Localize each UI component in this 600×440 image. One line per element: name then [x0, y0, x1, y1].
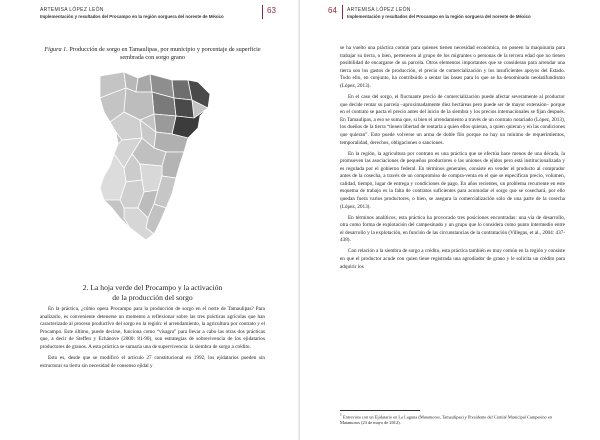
map-municipality-soto-la-marina	[162, 152, 184, 178]
right-running-header	[347, 7, 531, 19]
right-page-number: 64	[328, 6, 337, 15]
section-title-line2: de la producción del sorgo	[112, 292, 193, 302]
footnote-text: Entrevista con un Ejidatario en La Laguna (Matamoros, Tamaulipas) y Presidente del Comité Municipal Campesino en Matamoros (23 de mayo de 2012).	[340, 414, 552, 426]
left-header-author: ARTEMISA LÓPEZ LEÓN	[40, 7, 104, 13]
right-header-title: Implementación y resultados del Procampo en la región sorguera del noreste de México	[347, 14, 531, 19]
right-header-author: ARTEMISA LÓPEZ LEÓN	[347, 7, 411, 13]
section-title	[40, 283, 265, 302]
footnote	[340, 413, 565, 426]
tamaulipas-map-figure	[80, 68, 220, 243]
left-paragraph: Esto es, desde que se modificó el artículo 27 constitucional en 1992, los ejidatarios pueden sin estructurar su tierra sin necesidad de consenso ejidal y	[40, 354, 265, 369]
right-paragraph: Con relación a la siembra de sorgo a crédito, esta práctica también es muy común en la región y consiste en que el productor acude con quien tiene registrada una agrodiador de grano y le solicita un crédito para adquirir los	[340, 248, 565, 270]
left-running-header	[40, 7, 224, 19]
left-header-title: Implementación y resultados del Procampo en la región sorguera del noreste de México	[40, 14, 224, 19]
right-page-number-bar	[342, 5, 343, 19]
figure-caption	[40, 46, 265, 62]
left-page-number-bar	[262, 5, 263, 19]
section-title-line1: 2. La hoja verde del Procampo y la activación	[82, 283, 223, 292]
right-paragraph: En términos analíticos, esta práctica ha provocado tres posiciones encontradas: una vía de desarrollo, otra como forma de explotación del campesinado y un grupo que lo considera como punto intermedio entre el desarrollo y la explotación, en función de las circunstancias de la contratación (Villegas, et al., 2004: 437-438).	[340, 214, 565, 244]
figure-caption-label: Figura 1.	[44, 46, 68, 53]
footnote-rule	[340, 410, 420, 411]
left-page-number: 63	[267, 6, 276, 15]
figure-caption-text: Producción de sorgo en Tamaulipas, por municipio y porcentaje de superficie sembrada con sorgo grano	[69, 46, 261, 61]
left-paragraph: En la práctica, ¿cómo opera Procampo para la producción de sorgo en el norte de Tamaulipas? Para analizarlo, es conveniente detenerse un momento a reflexionar sobre las tres prácticas agrícolas que han caracterizado al proceso productivo del sorgo en la región: el arrendamiento, la agricultura por contrato y el Procampo. Este último, puede decirse, funciona como “visagra” para llevar a cabo las otras dos prácticas que, a decir de Steffen y Echánove (2000: 81-90), son estrategias de sobrevivencia de los ejidatarios productores de granos. A esta práctica se sumaría una de supervivencia: la siembra de sorgo a crédito.	[40, 306, 265, 350]
map-municipality-cruillas	[154, 114, 176, 134]
right-paragraph: En el caso del sorgo, el fluctuante precio de comercialización puede afectar severamente al productor que decide rentar su parcela –aproximadamente diez hectáreas pero puede ser de mayor extensión– porque en el contrato se pacta el precio antes del inicio de la siembra y los precios internacionales se fijan después. En Tamaulipas, a eso se suma que, si bien el arrendamiento a través de un contrato notariado (López, 2013), los dueños de la tierra “tienen libertad de rentarla a quien ellos quieran, a quien quieran y en las condiciones que quieran”. Esto puede volverse un arma de doble filo porque no hay un mínimo de requerimientos, temporalidad, derechos, obligaciones o sanciones.	[340, 93, 565, 146]
left-body-text	[40, 306, 265, 374]
map-municipality-mier	[136, 74, 152, 92]
right-paragraph: En la región, la agricultura por contrato es una práctica que se efectúa hace menos de una década, la promueven las asociaciones de pequeños productores o las uniones de ejidos pero está institucionalizada y es regulada por el gobierno federal. En términos generales, consiste en vender el producto al comprador antes de la cosecha, a través de un compromiso de compra-venta en el que se especifican precio, volumen, calidad, tiempo, lugar de entrega y condiciones de pago. En años recientes, un problema recurrente en este esquema de trabajo es la falta de contratos suficientes para acomodar el sorgo que se cosechará, por ello quedan fuera varios productores, o bien, se asegura la comercialización sólo de una parte de la cosecha (López, 2013).	[340, 150, 565, 210]
map-municipality-valle-hermoso	[174, 98, 194, 118]
right-paragraph: se ha vuelto una práctica común para quienes tienen necesidad económica, no poseen la maquinaria para trabajar su tierra, o bien, pertenecen al grupo de los migrantes o personas de la tercera edad que no tienen posibilidad de encargarse de su parcela. Otros elementos importantes que se consideran para arrendar una tierra son los gastos de producción, el precio de comercialización y los insuficientes apoyos del Estado. Todo ello, en conjunto, ha contribuido a sentar las bases para lo que se ha denominado neolatifundismo (López, 2013).	[340, 45, 565, 89]
footnote-marker: 1	[340, 413, 342, 417]
right-body-text	[340, 45, 565, 275]
